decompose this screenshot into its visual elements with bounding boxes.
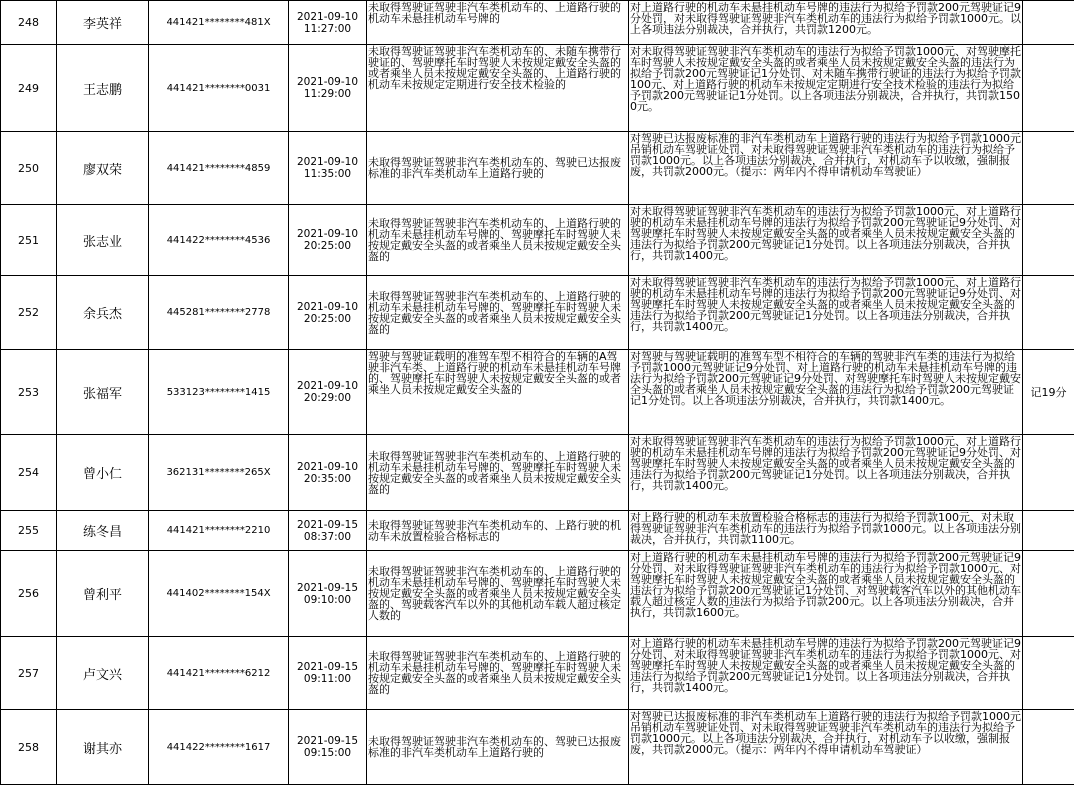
row-number: 256 [1,551,57,637]
id-number: 362131********265X [149,435,289,511]
penalty-note [1023,205,1074,276]
table-row [1,45,1074,132]
person-name: 廖双荣 [57,132,149,205]
table-row [1,710,1074,785]
penalty-note [1023,132,1074,205]
id-number: 441421********4859 [149,132,289,205]
date: 2021-09-10 [290,11,365,23]
violation-text: 未取得驾驶证驾驶非汽车类机动车的、上道路行驶的机动车未悬挂机动车号牌的、驾驶摩托车时驾驶人未按规定戴安全头盔的或者乘坐人员未按规定戴安全头盔的 [367,276,629,350]
table-row [1,276,1074,350]
time: 20:25:00 [290,240,365,252]
penalty-note [1023,637,1074,710]
time: 09:15:00 [290,747,365,759]
datetime-cell [289,710,367,785]
time: 09:11:00 [290,673,365,685]
date: 2021-09-10 [290,228,365,240]
row-number: 253 [1,350,57,435]
decision-text: 对驾驶已达报废标准的非汽车类机动车上道路行驶的违法行为拟给予罚款1000元吊销机动车驾驶证处罚、对未取得驾驶证驾驶非汽车类机动车的违法行为拟给予罚款1000元。以上各项违法分别裁决，合并执行，对机动车予以收缴，强制报废，共罚款2000元。（提示：两年内不得申请机动车驾驶证） [629,132,1023,205]
date: 2021-09-10 [290,156,365,168]
penalty-note [1023,710,1074,785]
date: 2021-09-15 [290,519,365,531]
datetime-cell [289,45,367,132]
table-row [1,511,1074,551]
penalty-note [1023,45,1074,132]
id-number: 445281********2778 [149,276,289,350]
datetime-cell [289,551,367,637]
decision-text: 对上道路行驶的机动车未悬挂机动车号牌的违法行为拟给予罚款200元驾驶证记9分处罚，对未取得驾驶证驾驶非汽车类机动车的违法行为拟给予罚款1000元。以上各项违法分别裁决，合并执行，共罚款1200元。 [629,1,1023,45]
penalty-note [1023,1,1074,45]
decision-text: 对未取得驾驶证驾驶非汽车类机动车的违法行为拟给予罚款1000元、对上道路行驶的机动车未悬挂机动车号牌的违法行为拟给予罚款200元驾驶证记9分处罚、对驾驶摩托车时驾驶人未按规定戴安全头盔的或者乘坐人员未按规定戴安全头盔的违法行为拟给予罚款200元驾驶证记1分处罚。以上各项违法分别裁决，合并执行，共罚款1400元。 [629,205,1023,276]
datetime-cell [289,132,367,205]
penalty-note [1023,435,1074,511]
id-number: 441422********4536 [149,205,289,276]
table-row [1,637,1074,710]
date: 2021-09-15 [290,661,365,673]
decision-text: 对上道路行驶的机动车未悬挂机动车号牌的违法行为拟给予罚款200元驾驶证记9分处罚、对未取得驾驶证驾驶非汽车类机动车的违法行为拟给予罚款1000元、对驾驶摩托车时驾驶人未按规定戴安全头盔的或者乘坐人员未按规定戴安全头盔的违法行为拟给予罚款200元驾驶证记1分处罚、对驾驶载客汽车以外的其他机动车载人超过核定人数的违法行为拟给予罚款200元。以上各项违法分别裁决，合并执行，共罚款1600元。 [629,551,1023,637]
id-number: 441421********0031 [149,45,289,132]
penalty-note [1023,276,1074,350]
datetime-cell [289,276,367,350]
person-name: 谢其亦 [57,710,149,785]
person-name: 李英祥 [57,1,149,45]
row-number: 254 [1,435,57,511]
datetime-cell [289,205,367,276]
datetime-cell [289,511,367,551]
violation-text: 未取得驾驶证驾驶非汽车类机动车的、上道路行驶的机动车未悬挂机动车号牌的 [367,1,629,45]
penalty-note: 记19分 [1023,350,1074,435]
id-number: 441421********6212 [149,637,289,710]
violation-text: 未取得驾驶证驾驶非汽车类机动车的、上道路行驶的机动车未悬挂机动车号牌的、驾驶摩托车时驾驶人未按规定戴安全头盔的或者乘坐人员未按规定戴安全头盔的 [367,637,629,710]
date: 2021-09-15 [290,582,365,594]
person-name: 练冬昌 [57,511,149,551]
time: 11:27:00 [290,23,365,35]
decision-text: 对未取得驾驶证驾驶非汽车类机动车的违法行为拟给予罚款1000元、对驾驶摩托车时驾驶人未按规定戴安全头盔的或者乘坐人员未按规定戴安全头盔的违法行为拟给予罚款200元驾驶证记1分处罚、对未随车携带行驶证的违法行为拟给予罚款100元、对上道路行驶的机动车未按规定定期进行安全技术检验的违法行为拟给予罚款200元驾驶证记1分处罚。以上各项违法分别裁决，合并执行，共罚款1500元。 [629,45,1023,132]
time: 20:29:00 [290,392,365,404]
id-number: 533123********1415 [149,350,289,435]
row-number: 258 [1,710,57,785]
decision-text: 对上道路行驶的机动车未悬挂机动车号牌的违法行为拟给予罚款200元驾驶证记9分处罚、对未取得驾驶证驾驶非汽车类机动车的违法行为拟给予罚款1000元、对驾驶摩托车时驾驶人未按规定戴安全头盔的或者乘坐人员未按规定戴安全头盔的违法行为拟给予罚款200元驾驶证记1分处罚。以上各项违法分别裁决，合并执行，共罚款1400元。 [629,637,1023,710]
violation-text: 未取得驾驶证驾驶非汽车类机动车的、上道路行驶的机动车未悬挂机动车号牌的、驾驶摩托车时驾驶人未按规定戴安全头盔的或者乘坐人员未按规定戴安全头盔的、驾驶载客汽车以外的其他机动车载人超过核定人数的 [367,551,629,637]
id-number: 441421********481X [149,1,289,45]
date: 2021-09-10 [290,380,365,392]
row-number: 249 [1,45,57,132]
date: 2021-09-15 [290,735,365,747]
row-number: 255 [1,511,57,551]
person-name: 曾利平 [57,551,149,637]
violation-text: 驾驶与驾驶证载明的准驾车型不相符合的车辆的A驾驶非汽车类、上道路行驶的机动车未悬挂机动车号牌的、驾驶摩托车时驾驶人未按规定戴安全头盔的或者乘坐人员未按规定戴安全头盔的 [367,350,629,435]
decision-text: 对驾驶与驾驶证载明的准驾车型不相符合的车辆的驾驶非汽车类的违法行为拟给予罚款1000元驾驶证记9分处罚、对上道路行驶的机动车未悬挂机动车号牌的违法行为拟给予罚款200元驾驶证记9分处罚、对驾驶摩托车时驾驶人未按规定戴安全头盔的或者乘坐人员未按规定戴安全头盔的违法行为拟给予罚款200元驾驶证记1分处罚。以上各项违法分别裁决，合并执行，共罚款1400元。 [629,350,1023,435]
datetime-cell [289,1,367,45]
person-name: 王志鹏 [57,45,149,132]
violation-text: 未取得驾驶证驾驶非汽车类机动车的、驾驶已达报废标准的非汽车类机动车上道路行驶的 [367,710,629,785]
person-name: 余兵杰 [57,276,149,350]
table-row [1,1,1074,45]
time: 20:35:00 [290,473,365,485]
violation-text: 未取得驾驶证驾驶非汽车类机动车的、未随车携带行驶证的、驾驶摩托车时驾驶人未按规定戴安全头盔的或者乘坐人员未按规定戴安全头盔的、上道路行驶的机动车未按规定定期进行安全技术检验的 [367,45,629,132]
row-number: 250 [1,132,57,205]
table-row [1,132,1074,205]
time: 11:35:00 [290,168,365,180]
table-row [1,350,1074,435]
violation-text: 未取得驾驶证驾驶非汽车类机动车的、上道路行驶的机动车未悬挂机动车号牌的、驾驶摩托车时驾驶人未按规定戴安全头盔的或者乘坐人员未按规定戴安全头盔的 [367,435,629,511]
time: 09:10:00 [290,594,365,606]
penalty-note [1023,511,1074,551]
id-number: 441421********2210 [149,511,289,551]
row-number: 257 [1,637,57,710]
date: 2021-09-10 [290,76,365,88]
violation-text: 未取得驾驶证驾驶非汽车类机动车的、上路行驶的机动车未放置检验合格标志的 [367,511,629,551]
table-row [1,435,1074,511]
row-number: 251 [1,205,57,276]
time: 20:25:00 [290,313,365,325]
table-row [1,551,1074,637]
decision-text: 对未取得驾驶证驾驶非汽车类机动车的违法行为拟给予罚款1000元、对上道路行驶的机动车未悬挂机动车号牌的违法行为拟给予罚款200元驾驶证记9分处罚、对驾驶摩托车时驾驶人未按规定戴安全头盔的或者乘坐人员未按规定戴安全头盔的违法行为拟给予罚款200元驾驶证记1分处罚。以上各项违法分别裁决，合并执行，共罚款1400元。 [629,435,1023,511]
time: 11:29:00 [290,88,365,100]
datetime-cell [289,350,367,435]
time: 08:37:00 [290,531,365,543]
violation-text: 未取得驾驶证驾驶非汽车类机动车的、驾驶已达报废标准的非汽车类机动车上道路行驶的 [367,132,629,205]
person-name: 曾小仁 [57,435,149,511]
table-row [1,205,1074,276]
decision-text: 对驾驶已达报废标准的非汽车类机动车上道路行驶的违法行为拟给予罚款1000元吊销机动车驾驶证处罚、对未取得驾驶证驾驶非汽车类机动车的违法行为拟给予罚款1000元。以上各项违法分别裁决，合并执行，对机动车予以收缴，强制报废，共罚款2000元。（提示：两年内不得申请机动车驾驶证） [629,710,1023,785]
person-name: 张福军 [57,350,149,435]
violation-text: 未取得驾驶证驾驶非汽车类机动车的、上道路行驶的机动车未悬挂机动车号牌的、驾驶摩托车时驾驶人未按规定戴安全头盔的或者乘坐人员未按规定戴安全头盔的 [367,205,629,276]
person-name: 卢文兴 [57,637,149,710]
date: 2021-09-10 [290,301,365,313]
datetime-cell [289,637,367,710]
datetime-cell [289,435,367,511]
id-number: 441422********1617 [149,710,289,785]
id-number: 441402********154X [149,551,289,637]
decision-text: 对未取得驾驶证驾驶非汽车类机动车的违法行为拟给予罚款1000元、对上道路行驶的机动车未悬挂机动车号牌的违法行为拟给予罚款200元驾驶证记9分处罚、对驾驶摩托车时驾驶人未按规定戴安全头盔的或者乘坐人员未按规定戴安全头盔的违法行为拟给予罚款200元驾驶证记1分处罚。以上各项违法分别裁决，合并执行，共罚款1400元。 [629,276,1023,350]
decision-text: 对上路行驶的机动车未放置检验合格标志的违法行为拟给予罚款100元、对未取得驾驶证驾驶非汽车类机动车的违法行为拟给予罚款1000元。以上各项违法分别裁决，合并执行，共罚款1100元。 [629,511,1023,551]
penalty-note [1023,551,1074,637]
row-number: 248 [1,1,57,45]
person-name: 张志业 [57,205,149,276]
row-number: 252 [1,276,57,350]
date: 2021-09-10 [290,461,365,473]
